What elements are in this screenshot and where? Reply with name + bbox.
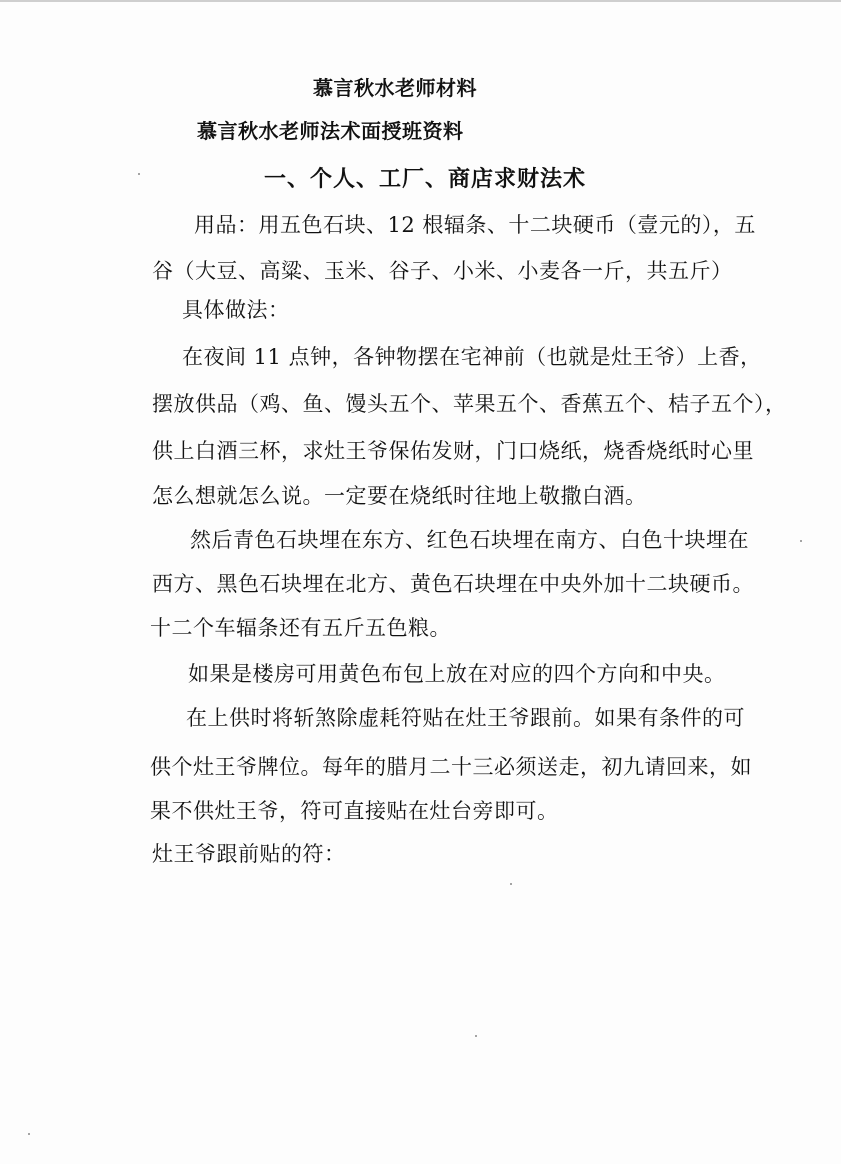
scan-speck <box>475 1035 477 1037</box>
document-header: 慕言秋水老师材料 <box>313 76 477 100</box>
scan-top-edge <box>0 0 841 2</box>
scan-speck <box>138 173 140 175</box>
paragraph-1-line-4: 怎么想就怎么说。一定要在烧纸时往地上敬撒白酒。 <box>152 484 647 508</box>
paragraph-1-line-3: 供上白酒三杯，求灶王爷保佑发财，门口烧纸，烧香烧纸时心里 <box>152 439 754 463</box>
scan-speck <box>800 540 802 542</box>
materials-line-2: 谷（大豆、高粱、玉米、谷子、小米、小麦各一斤，共五斤） <box>152 259 733 283</box>
materials-line-1: 用品：用五色石块、12 根辐条、十二块硬币（壹元的），五 <box>194 213 756 237</box>
paragraph-4-line-3: 果不供灶王爷，符可直接贴在灶台旁即可。 <box>150 799 559 823</box>
paragraph-4-line-2: 供个灶王爷牌位。每年的腊月二十三必须送走，初九请回来，如 <box>150 755 752 779</box>
scan-speck <box>510 883 512 885</box>
talisman-label: 灶王爷跟前贴的符： <box>152 842 346 866</box>
method-label: 具体做法： <box>182 298 290 322</box>
paragraph-4-line-1: 在上供时将斩煞除虚耗符贴在灶王爷跟前。如果有条件的可 <box>186 706 745 730</box>
paragraph-3-line-1: 如果是楼房可用黄色布包上放在对应的四个方向和中央。 <box>188 662 726 686</box>
paragraph-1-line-2: 摆放供品（鸡、鱼、馒头五个、苹果五个、香蕉五个、桔子五个）， <box>152 392 787 416</box>
paragraph-1-line-1: 在夜间 11 点钟，各钟物摆在宅神前（也就是灶王爷）上香， <box>182 345 762 369</box>
paragraph-2-line-2: 西方、黑色石块埋在北方、黄色石块埋在中央外加十二块硬币。 <box>152 572 754 596</box>
scan-speck <box>28 1133 30 1135</box>
paragraph-2-line-1: 然后青色石块埋在东方、红色石块埋在南方、白色十块埋在 <box>190 528 749 552</box>
section-title: 一、个人、工厂、商店求财法术 <box>264 166 587 192</box>
paragraph-2-line-3: 十二个车辐条还有五斤五色粮。 <box>150 616 451 640</box>
document-subheader: 慕言秋水老师法术面授班资料 <box>197 119 464 143</box>
